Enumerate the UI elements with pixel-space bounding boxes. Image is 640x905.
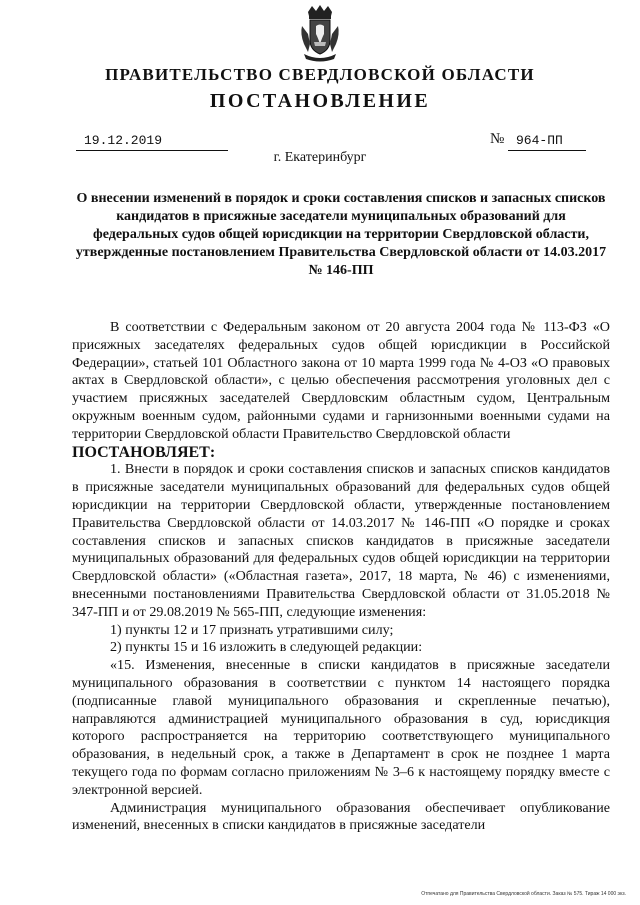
date-field	[76, 133, 228, 151]
decree-word: ПОСТАНОВЛЯЕТ:	[72, 443, 216, 461]
point-15-paragraph: «15. Изменения, внесенные в списки кандидатов в присяжные заседатели муниципального образования в соответствии с пунктом 14 настоящего порядка (подписанные главой муниципального образования и скрепленные печатью), направляются администрацией муниципального образования в суд, юрисдикция которого распространяется на территорию соответствующего муниципального образования, в недельный срок, а также в Департамент в срок не позднее 1 марта текущего года по формам согласно приложениям № 3–6 к настоящему порядку вместе с электронной версией.	[72, 657, 610, 798]
subitem-2-paragraph: 2) пункты 15 и 16 изложить в следующей редакции:	[110, 639, 423, 656]
number-field	[508, 133, 586, 151]
date-value: 19.12.2019	[84, 133, 163, 148]
number-sign: №	[490, 131, 505, 147]
coat-of-arms-icon	[298, 4, 342, 64]
document-title: О внесении изменений в порядок и сроки составления списков и запасных списков кандидатов в присяжные заседатели муниципальных образований для федеральных судов общей юрисдикции на территории Свердловской области, утвержденные постановлением Правительства Свердловской области от 14.03.2017 № 146-ПП	[75, 191, 607, 278]
city-label: г. Екатеринбург	[273, 150, 367, 165]
admin-paragraph: Администрация муниципального образования обеспечивает опубликование изменений, внесенных в списки кандидатов в присяжные заседатели	[72, 799, 610, 834]
preamble-paragraph: В соответствии с Федеральным законом от 20 августа 2004 года № 113-ФЗ «О присяжных заседателях федеральных судов общей юрисдикции в Российской Федерации», статьей 101 Областного закона от 10 марта 1999 года № 4-ОЗ «О правовых актах в Свердловской области», с целью обеспечения рассмотрения уголовных дел с участием присяжных заседателей Свердловским областным судом, Центральным окружным военным судом, районными судами и гарнизонными военными судами на территории Свердловской области Правительство Свердловской области	[72, 319, 610, 442]
government-name: ПРАВИТЕЛЬСТВО СВЕРДЛОВСКОЙ ОБЛАСТИ	[105, 65, 535, 84]
print-note: Отпечатано для Правительства Свердловской области. Заказ № 575. Тираж 14 000 экз.	[421, 891, 626, 897]
document-body	[72, 319, 610, 835]
item-1-paragraph: 1. Внести в порядок и сроки составления списков и запасных списков кандидатов в присяжные заседатели муниципальных образований для федеральных судов общей юрисдикции на территории Свердловской области, утвержденные постановлением Правительства Свердловской области от 14.03.2017 № 146-ПП «О порядке и сроках составления списков и запасных списков кандидатов в присяжные заседатели муниципальных образований для федеральных судов общей юрисдикции на территории Свердловской области» («Областная газета», 2017, 18 марта, № 46) с изменениями, внесенными постановлениями Правительства Свердловской области от 31.05.2018 № 347-ПП и от 29.08.2019 № 565-ПП, следующие изменения:	[72, 461, 610, 620]
subitem-1-paragraph: 1) пункты 12 и 17 признать утратившими силу;	[110, 621, 394, 638]
document-type: ПОСТАНОВЛЕНИЕ	[209, 90, 431, 112]
number-value: 964-ПП	[516, 133, 563, 148]
